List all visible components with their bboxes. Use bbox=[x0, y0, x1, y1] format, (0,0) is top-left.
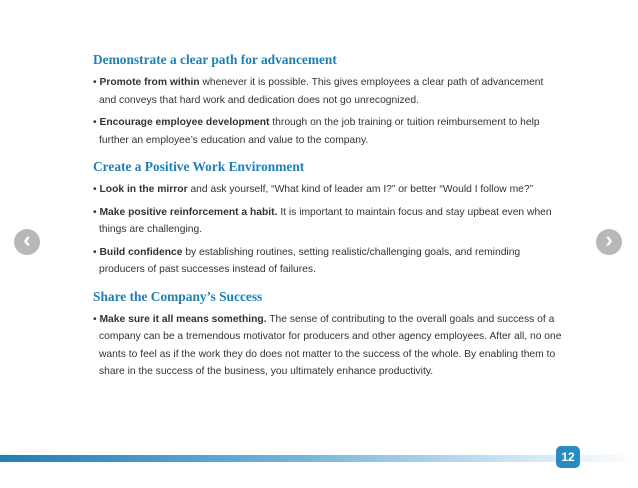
section-title: Create a Positive Work Environment bbox=[93, 159, 305, 174]
bullet-item: • Make sure it all means something. The sense of contributing to the overall goals and success of a company can be a tremendous motivator for producers and other agency employees. After all, no one wants to feel as if the work they do does not matter to the success of the whole. By enabling them to share in the success of the business, you ultimately enhance productivity. bbox=[93, 313, 562, 377]
bullet-item: • Build confidence by establishing routines, setting realistic/challenging goals, and reminding producers of past successes instead of failures. bbox=[93, 246, 521, 275]
footer-gradient-bar bbox=[0, 455, 638, 462]
section-title: Share the Company’s Success bbox=[93, 288, 263, 304]
page-content bbox=[93, 52, 563, 391]
chevron-left-icon: ‹ bbox=[23, 227, 31, 252]
prev-page-button[interactable] bbox=[14, 229, 40, 255]
bullet-item: • Encourage employee development through on the job training or tuition reimbursement to help further an employee’s education and value to the company. bbox=[93, 117, 540, 146]
section-work-environment bbox=[93, 159, 563, 279]
bullet-item: • Promote from within whenever it is possible. This gives employees a clear path of advancement and conveys that hard work and dedication does not go unrecognized. bbox=[93, 77, 544, 106]
bullet-item: • Make positive reinforcement a habit. It is important to maintain focus and stay upbeat even when things are challenging. bbox=[93, 206, 552, 235]
section-advancement bbox=[93, 52, 563, 149]
section-company-success bbox=[93, 289, 563, 381]
section-title: Demonstrate a clear path for advancement bbox=[93, 52, 337, 67]
page-number-badge: 12 bbox=[556, 446, 580, 468]
bullet-item: • Look in the mirror and ask yourself, “What kind of leader am I?” or better “Would I follow me?” bbox=[93, 184, 534, 195]
next-page-button[interactable] bbox=[596, 229, 622, 255]
chevron-right-icon: › bbox=[605, 227, 613, 252]
